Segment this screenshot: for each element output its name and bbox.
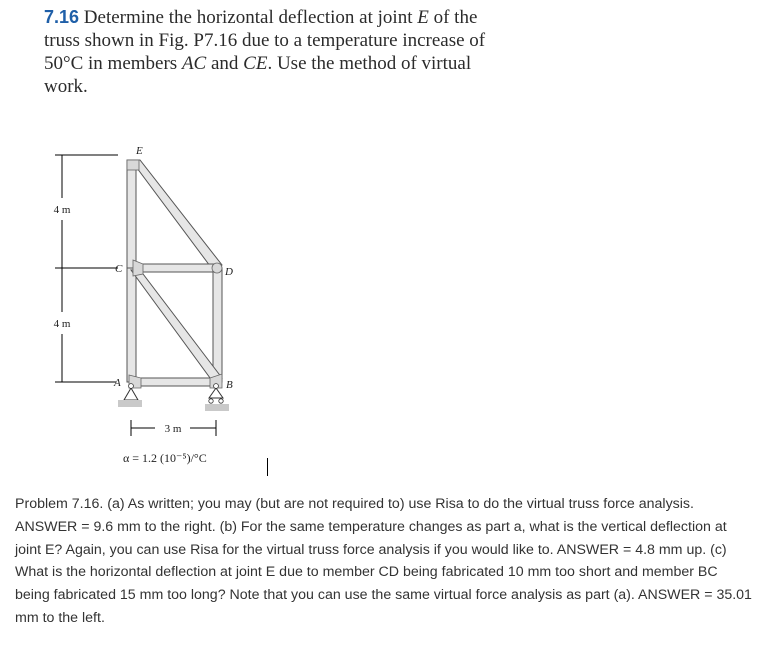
joint-plates [127,160,222,388]
problem-line1-a: Determine the horizontal deflection at joint [83,7,418,28]
joint-e-plate [127,160,139,170]
dim-label-width: 3 m [164,423,182,435]
problem-line3-c: . Use the method of virtual [267,53,472,74]
problem-line3-b: and [206,53,244,74]
member-ed [131,160,222,270]
dim-label-upper: 4 m [53,204,71,216]
joint-c-plate [133,260,143,276]
joint-label-d: D [225,266,233,278]
joint-label-a: A [114,377,121,389]
vertical-dimension [55,155,118,382]
var-member-ce: CE [243,53,268,74]
joint-label-b: B [226,379,233,391]
text-cursor [267,458,268,476]
member-cd [134,264,218,272]
member-ca [127,268,136,382]
problem-notes [15,493,755,630]
dim-label-lower: 4 m [53,318,71,330]
joint-label-c: C [115,263,123,275]
problem-number: 7.16 [44,7,80,27]
member-db [213,268,222,382]
notes-text: Problem 7.16. (a) As written; you may (but are not required to) use Risa to do the virtual truss force analysis. ANSWER = 9.6 mm to the right. (b) For the same temperature changes as part a, what is the vertical deflection at joint E? Again, you can use Risa for the virtual truss force analysis if you would like to. ANSWER = 4.8 mm up. (c) What is the horizontal deflection at joint E due to member CD being fabricated 10 mm too short and member BC being fabricated 15 mm too long? Note that you can use the same virtual force analysis as part (a). ANSWER = 35.01 mm to the left. [15,496,752,626]
problem-line1-b: of the [428,7,478,28]
problem-line2: truss shown in Fig. P7.16 due to a temperature increase of [44,30,486,51]
member-ab [132,378,218,386]
problem-line3-a: 50°C in members [44,53,182,74]
var-joint-e: E [417,7,429,28]
joint-d-plate [212,263,222,273]
var-member-ac: AC [181,53,207,74]
problem-line4: work. [44,76,88,97]
member-cb [131,270,222,382]
alpha-label: α = 1.2 (10⁻⁵)/°C [123,451,207,465]
joint-label-e: E [136,145,143,157]
member-ec [127,160,136,268]
